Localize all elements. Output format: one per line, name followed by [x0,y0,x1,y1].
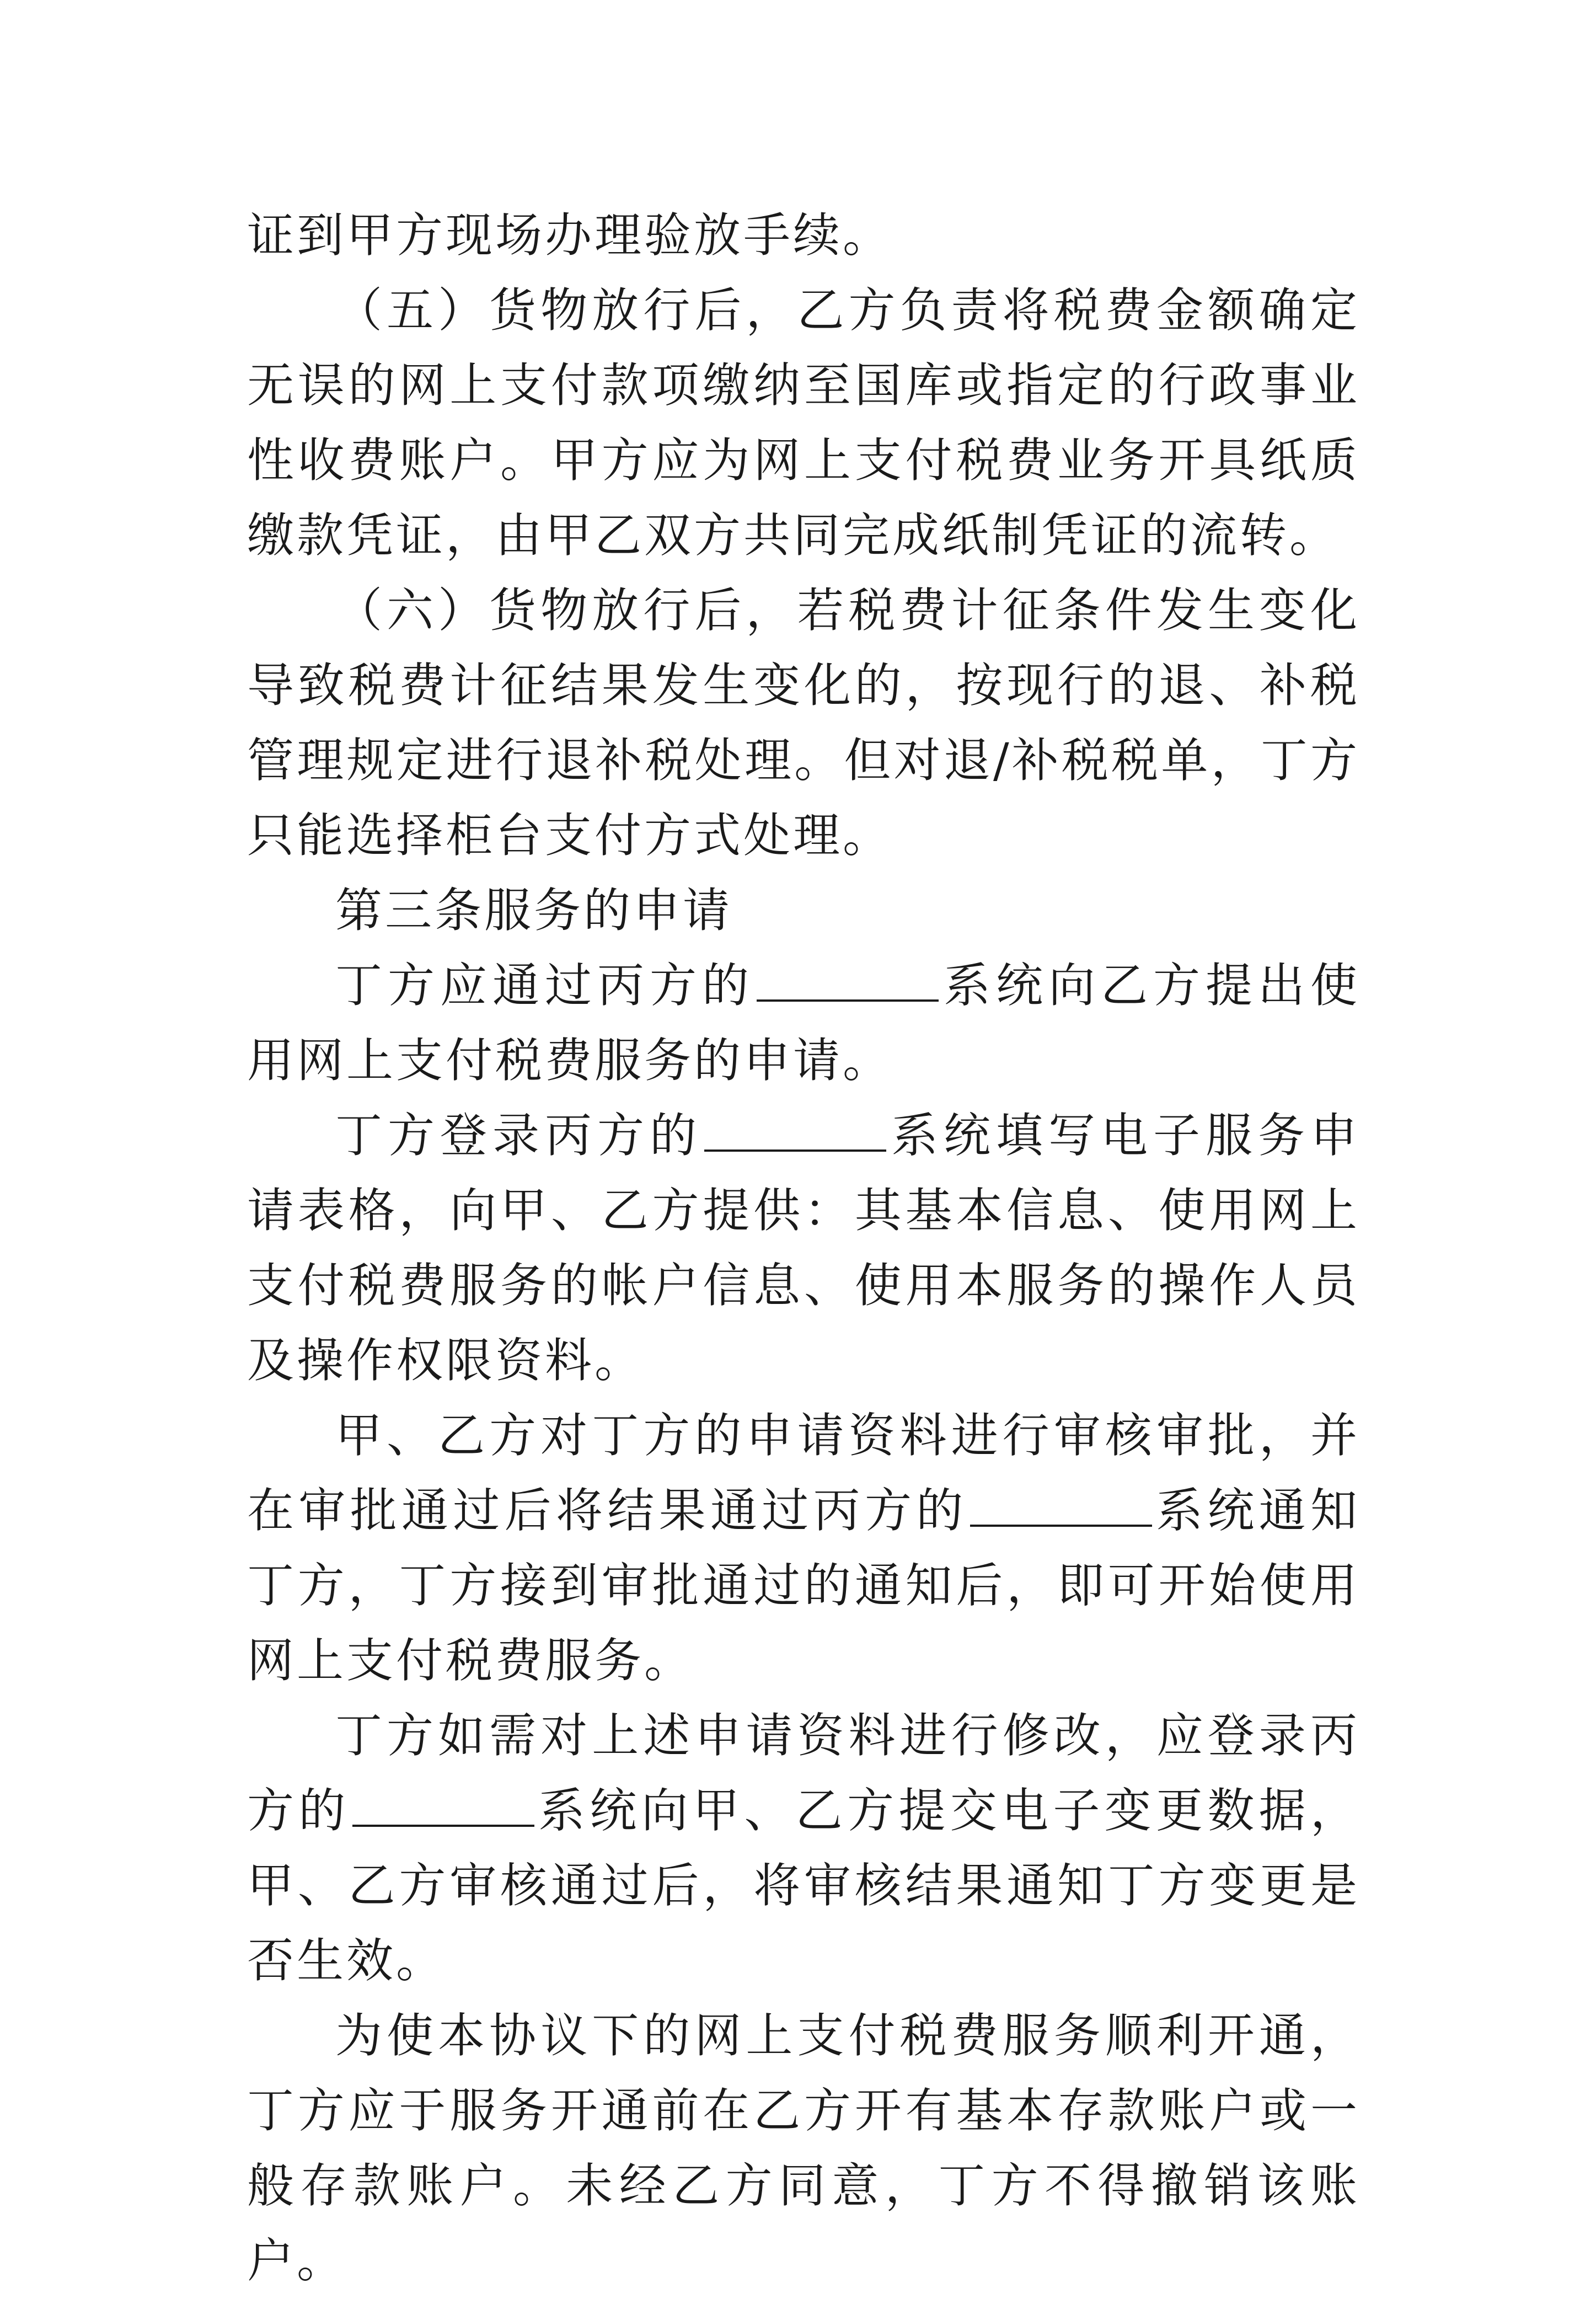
paragraph-modify [247,1699,1360,1999]
paragraph-account: 为使本协议下的网上支付税费服务顺利开通，丁方应于服务开通前在乙方开有基本存款账户或一般存款账户。未经乙方同意，丁方不得撤销该账户。 [247,2009,1360,2289]
paragraph-login-text-b: 系统填写电子服务申请表格，向甲、乙方提供：其基本信息、使用网上支付税费服务的帐户信息、使用本服务的操作人员及操作权限资料。 [247,1109,1360,1388]
paragraph-continuation: 证到甲方现场办理验放手续。 [247,208,893,263]
paragraph-clause-5: （五）货物放行后，乙方负责将税费金额确定无误的网上支付款项缴纳至国库或指定的行政事业性收费账户。甲方应为网上支付税费业务开具纸质缴款凭证，由甲乙双方共同完成纸制凭证的流转。 [247,284,1360,563]
paragraph-login-text-a: 丁方登录丙方的 [335,1109,702,1163]
paragraph-apply [247,949,1360,1099]
blank-line [704,1150,886,1152]
body-text [247,199,1360,2299]
paragraph-review-text-b: 系统通知丁方，丁方接到审批通过的通知后，即可开始使用网上支付税费服务。 [247,1484,1360,1688]
section-heading-article-3: 第三条服务的申请 [335,884,733,938]
paragraph-login [247,1099,1360,1399]
paragraph-apply-text-a: 丁方应通过丙方的 [335,959,754,1013]
paragraph-apply-text-b: 系统向乙方提出使用网上支付税费服务的申请。 [247,959,1360,1088]
blank-line [757,999,939,1002]
paragraph-modify-text-b: 系统向甲、乙方提交电子变更数据，甲、乙方审核通过后，将审核结果通知丁方变更是否生效。 [247,1784,1360,1988]
paragraph-review-text-a: 甲、乙方对丁方的申请资料进行审核审批，并在审批通过后将结果通过丙方的 [247,1409,1360,1538]
blank-line [970,1525,1152,1527]
paragraph-review [247,1399,1360,1699]
blank-line [352,1825,534,1827]
paragraph-clause-6: （六）货物放行后，若税费计征条件发生变化导致税费计征结果发生变化的，按现行的退、补税管理规定进行退补税处理。但对退/补税税单，丁方只能选择柜台支付方式处理。 [247,584,1360,863]
paragraph-modify-text-a: 丁方如需对上述申请资料进行修改，应登录丙方的 [247,1709,1360,1838]
